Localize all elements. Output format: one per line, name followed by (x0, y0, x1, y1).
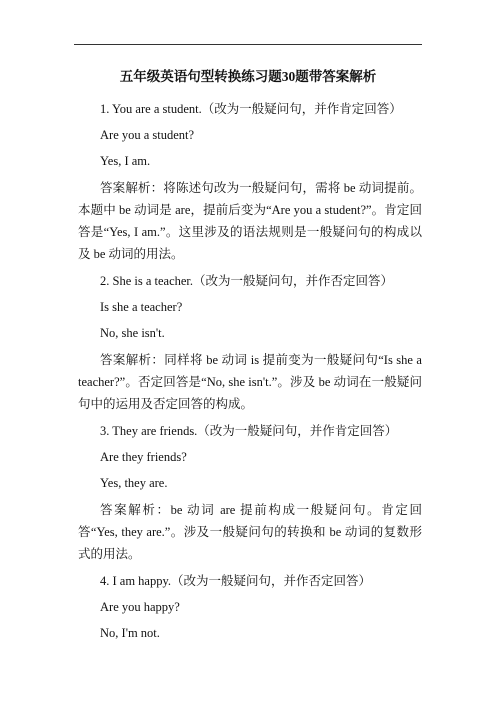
question-3-prompt: 3. They are friends.（改为一般疑问句，并作肯定回答） (100, 424, 398, 438)
question-2-prompt: 2. She is a teacher.（改为一般疑问句，并作否定回答） (100, 274, 394, 288)
question-4-answer: No, I'm not. (100, 626, 160, 640)
question-2-converted: Is she a teacher? (100, 300, 183, 314)
question-1-explanation: 答案解析：将陈述句改为一般疑问句，需将 be 动词提前。本题中 be 动词是 are，提前后变为“Are you a student?”。肯定回答是“Yes, I am.”。这里涉及的语法规则是一般疑问句的构成以及 be 动词的用法。 (78, 181, 422, 261)
question-1-converted: Are you a student? (100, 128, 195, 142)
question-4-prompt: 4. I am happy.（改为一般疑问句，并作否定回答） (100, 574, 372, 588)
question-4-converted: Are you happy? (100, 600, 180, 614)
document-title: 五年级英语句型转换练习题30题带答案解析 (119, 69, 377, 84)
question-1-prompt: 1. You are a student.（改为一般疑问句，并作肯定回答） (100, 102, 402, 116)
question-3-answer: Yes, they are. (100, 476, 168, 490)
question-3-converted: Are they friends? (100, 450, 187, 464)
question-2-explanation: 答案解析：同样将 be 动词 is 提前变为一般疑问句“Is she a teacher?”。否定回答是“No, she isn't.”。涉及 be 动词在一般疑问句中的运用及否定回答的构成。 (78, 353, 422, 411)
question-3-explanation: 答案解析：be 动词 are 提前构成一般疑问句。肯定回答“Yes, they are.”。涉及一般疑问句的转换和 be 动词的复数形式的用法。 (78, 503, 422, 561)
document-body (78, 101, 422, 651)
question-1-answer: Yes, I am. (100, 154, 151, 168)
header-rule (74, 44, 422, 45)
question-2-answer: No, she isn't. (100, 326, 165, 340)
